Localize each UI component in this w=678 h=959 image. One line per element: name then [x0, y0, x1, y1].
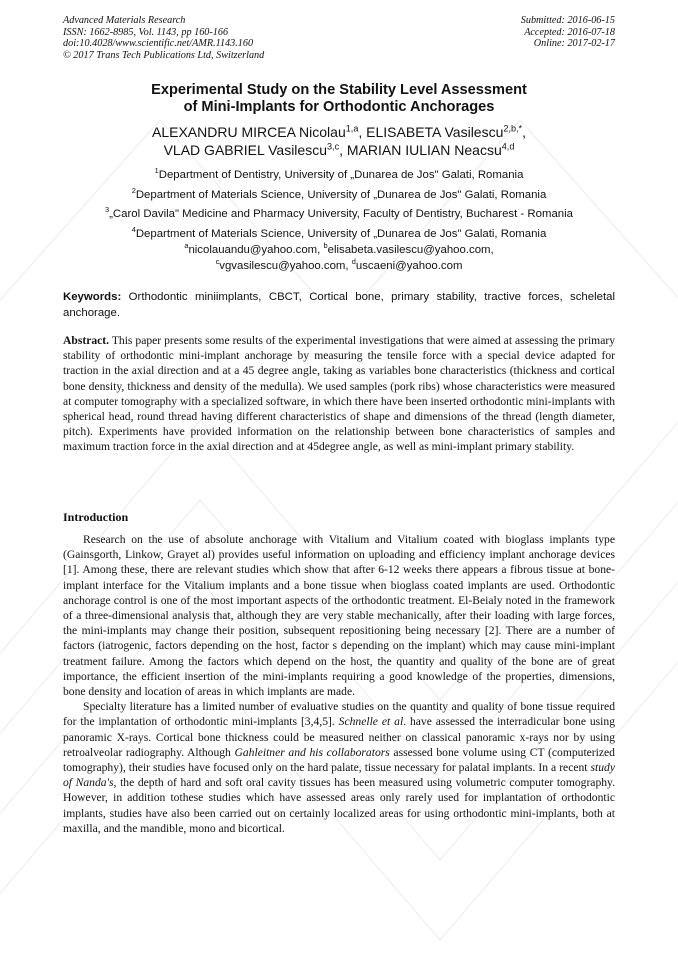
author-name: ALEXANDRU MIRCEA Nicolau	[152, 124, 346, 140]
author-name: MARIAN IULIAN Neacsu	[346, 141, 502, 158]
submission-dates	[521, 15, 615, 50]
author-emails: $^a$nicolauandu@yahoo.com, $^b$elisabeta.vasilescu@yahoo.com, $^c$vgvasilescu@yahoo.com, $^d$uscaeni@yahoo.com	[184, 241, 494, 272]
email-link[interactable]: elisabeta.vasilescu@yahoo.com,	[327, 244, 494, 256]
email-link[interactable]: nicolauandu@yahoo.com,	[188, 244, 324, 256]
keywords	[63, 290, 615, 321]
introduction-body	[63, 532, 615, 836]
abstract-label: Abstract.	[63, 334, 110, 347]
author-sup: 4,d	[501, 140, 515, 151]
email-link[interactable]: uscaeni@yahoo.com	[355, 259, 463, 272]
online-date: Online: 2017-02-17	[533, 38, 615, 50]
affiliation: $^4$Department of Materials Science, University of „Dunarea de Jos" Galati, Romania	[131, 224, 547, 240]
author-list	[63, 124, 615, 159]
journal-doi[interactable]: doi:10.4028/www.scientific.net/AMR.1143.160	[63, 38, 254, 50]
author-name: ELISABETA Vasilescu	[366, 124, 504, 140]
title-line-2: of Mini-Implants for Orthodontic Anchorages	[183, 99, 495, 115]
journal-info	[63, 15, 264, 61]
submitted-date: Submitted: 2016-06-15	[520, 15, 615, 26]
author-name: VLAD GABRIEL Vasilescu	[163, 141, 327, 158]
intro-paragraph-2: Specialty literature has a limited number of evaluative studies on the quantity and quality of bone tissue required for the implantation of orthodontic mini-implants [3,4,5]. Schnelle et al. have assessed the interradicular bone using panoramic X-rays. Cortical bone thickness could be measured neither on classical panoramic x-rays nor by using retroalveolar radiography. Although Gahleitner and his collaborators assessed bone volume using CT (computerized tomography), their studies have focused only on the hard palate, tissue necessary for palatal implants. In a recent study of Nanda's, the depth of hard and soft oral cavity tissues has been measured using volumetric computer tomography. However, in addition tothese studies which have assessed areas only rarely used for implantation of orthodontic implants, studies have also been carried out on certainly localized areas for using orthodontic mini-implants, both at maxilla, and the mandible, mono and bicortical.	[63, 700, 615, 835]
journal-header	[63, 15, 615, 63]
keywords-text: Orthodontic miniimplants, CBCT, Cortical bone, primary stability, tractive forces, scheletal anchorage.	[63, 291, 615, 319]
title-line-1: Experimental Study on the Stability Level Assessment	[151, 82, 527, 98]
email-link[interactable]: vgvasilescu@yahoo.com,	[219, 259, 352, 272]
journal-name: Advanced Materials Research	[63, 15, 186, 26]
author-sup: 2,b,*	[503, 123, 523, 134]
author-line-2: VLAD GABRIEL Vasilescu$^{3,c}$, MARIAN IULIAN Neacsu$^{4,d}$	[163, 140, 515, 158]
author-sup: 1,a	[345, 123, 359, 134]
author-line-1: ALEXANDRU MIRCEA Nicolau$^{1,a}$, ELISABETA Vasilescu$^{2,b,*}$,	[152, 123, 526, 140]
keywords-label: Keywords:	[63, 291, 122, 303]
affiliation: $^3$„Carol Davila" Medicine and Pharmacy University, Faculty of Dentistry, Bucharest - Romania	[105, 205, 573, 221]
journal-issn: ISSN: 1662-8985, Vol. 1143, pp 160-166	[63, 26, 229, 38]
affiliations	[40, 166, 638, 244]
abstract	[63, 333, 615, 455]
affiliation: $^2$Department of Materials Science, University of „Dunarea de Jos" Galati, Romania	[131, 185, 547, 201]
accepted-date: Accepted: 2016-07-18	[524, 26, 615, 38]
author-sup: 3,c	[327, 140, 340, 151]
section-heading-introduction: Introduction	[63, 510, 129, 524]
affiliation: $^1$Department of Dentistry, University of „Dunarea de Jos" Galati, Romania	[154, 166, 524, 181]
paper-title	[63, 82, 615, 116]
abstract-text: This paper presents some results of the experimental investigations that were aimed at assessing the primary stability of orthodontic mini-implant anchorage by measuring the tensile force with a special device adapted for traction in the axial direction and at a 45 degree angle, taking as variables bone characteristics (thickness and cortical bone density, thickness and density of the medulla). We used samples (pork ribs) whose characteristics were measured at computer tomography with a specialized software, in which there have been inserted orthodontic mini-implants with spherical head, round thread having different characteristics of shape and dimensions of the thread (length diameter, pitch). Experiments have provided information on the relationship between bone characteristics of samples and maximum traction force in the axial direction and at 45degree angle, as well as mini-implant primary stability.	[63, 334, 615, 454]
journal-copyright: © 2017 Trans Tech Publications Ltd, Switzerland	[63, 49, 265, 61]
intro-paragraph-1: Research on the use of absolute anchorage with Vitalium and Vitalium coated with bioglass implants type (Gainsgorth, Linkow, Grayet al) provides useful information on uploading and efficiency implant anchorage devices [1]. Among these, there are relevant studies which show that after 6-12 weeks there appears a fibrous tissue at bone-implant interface for the Vitalium implants and a bone tissue when bioglass coated implants are used. Orthodontic anchorage control is one of the most important aspects of the orthodontic treatment. El-Beialy noted in the framework of a three-dimensional analysis that, although they are very stable mechanically, after their loading with large forces, the mini-implants may change their position, subsequent repositioning being necessary [2]. There are a number of factors (iatrogenic, factors depending on the host, factor s depending on the implant) which may cause mini-implant treatment failure. Among the factors which depend on the host, the quantity and quality of the bone are of great importance, the efficient insertion of the mini-implants requiring a good knowledge of the properties, dimensions, bone density and location of areas in which implants are made.	[63, 533, 615, 699]
